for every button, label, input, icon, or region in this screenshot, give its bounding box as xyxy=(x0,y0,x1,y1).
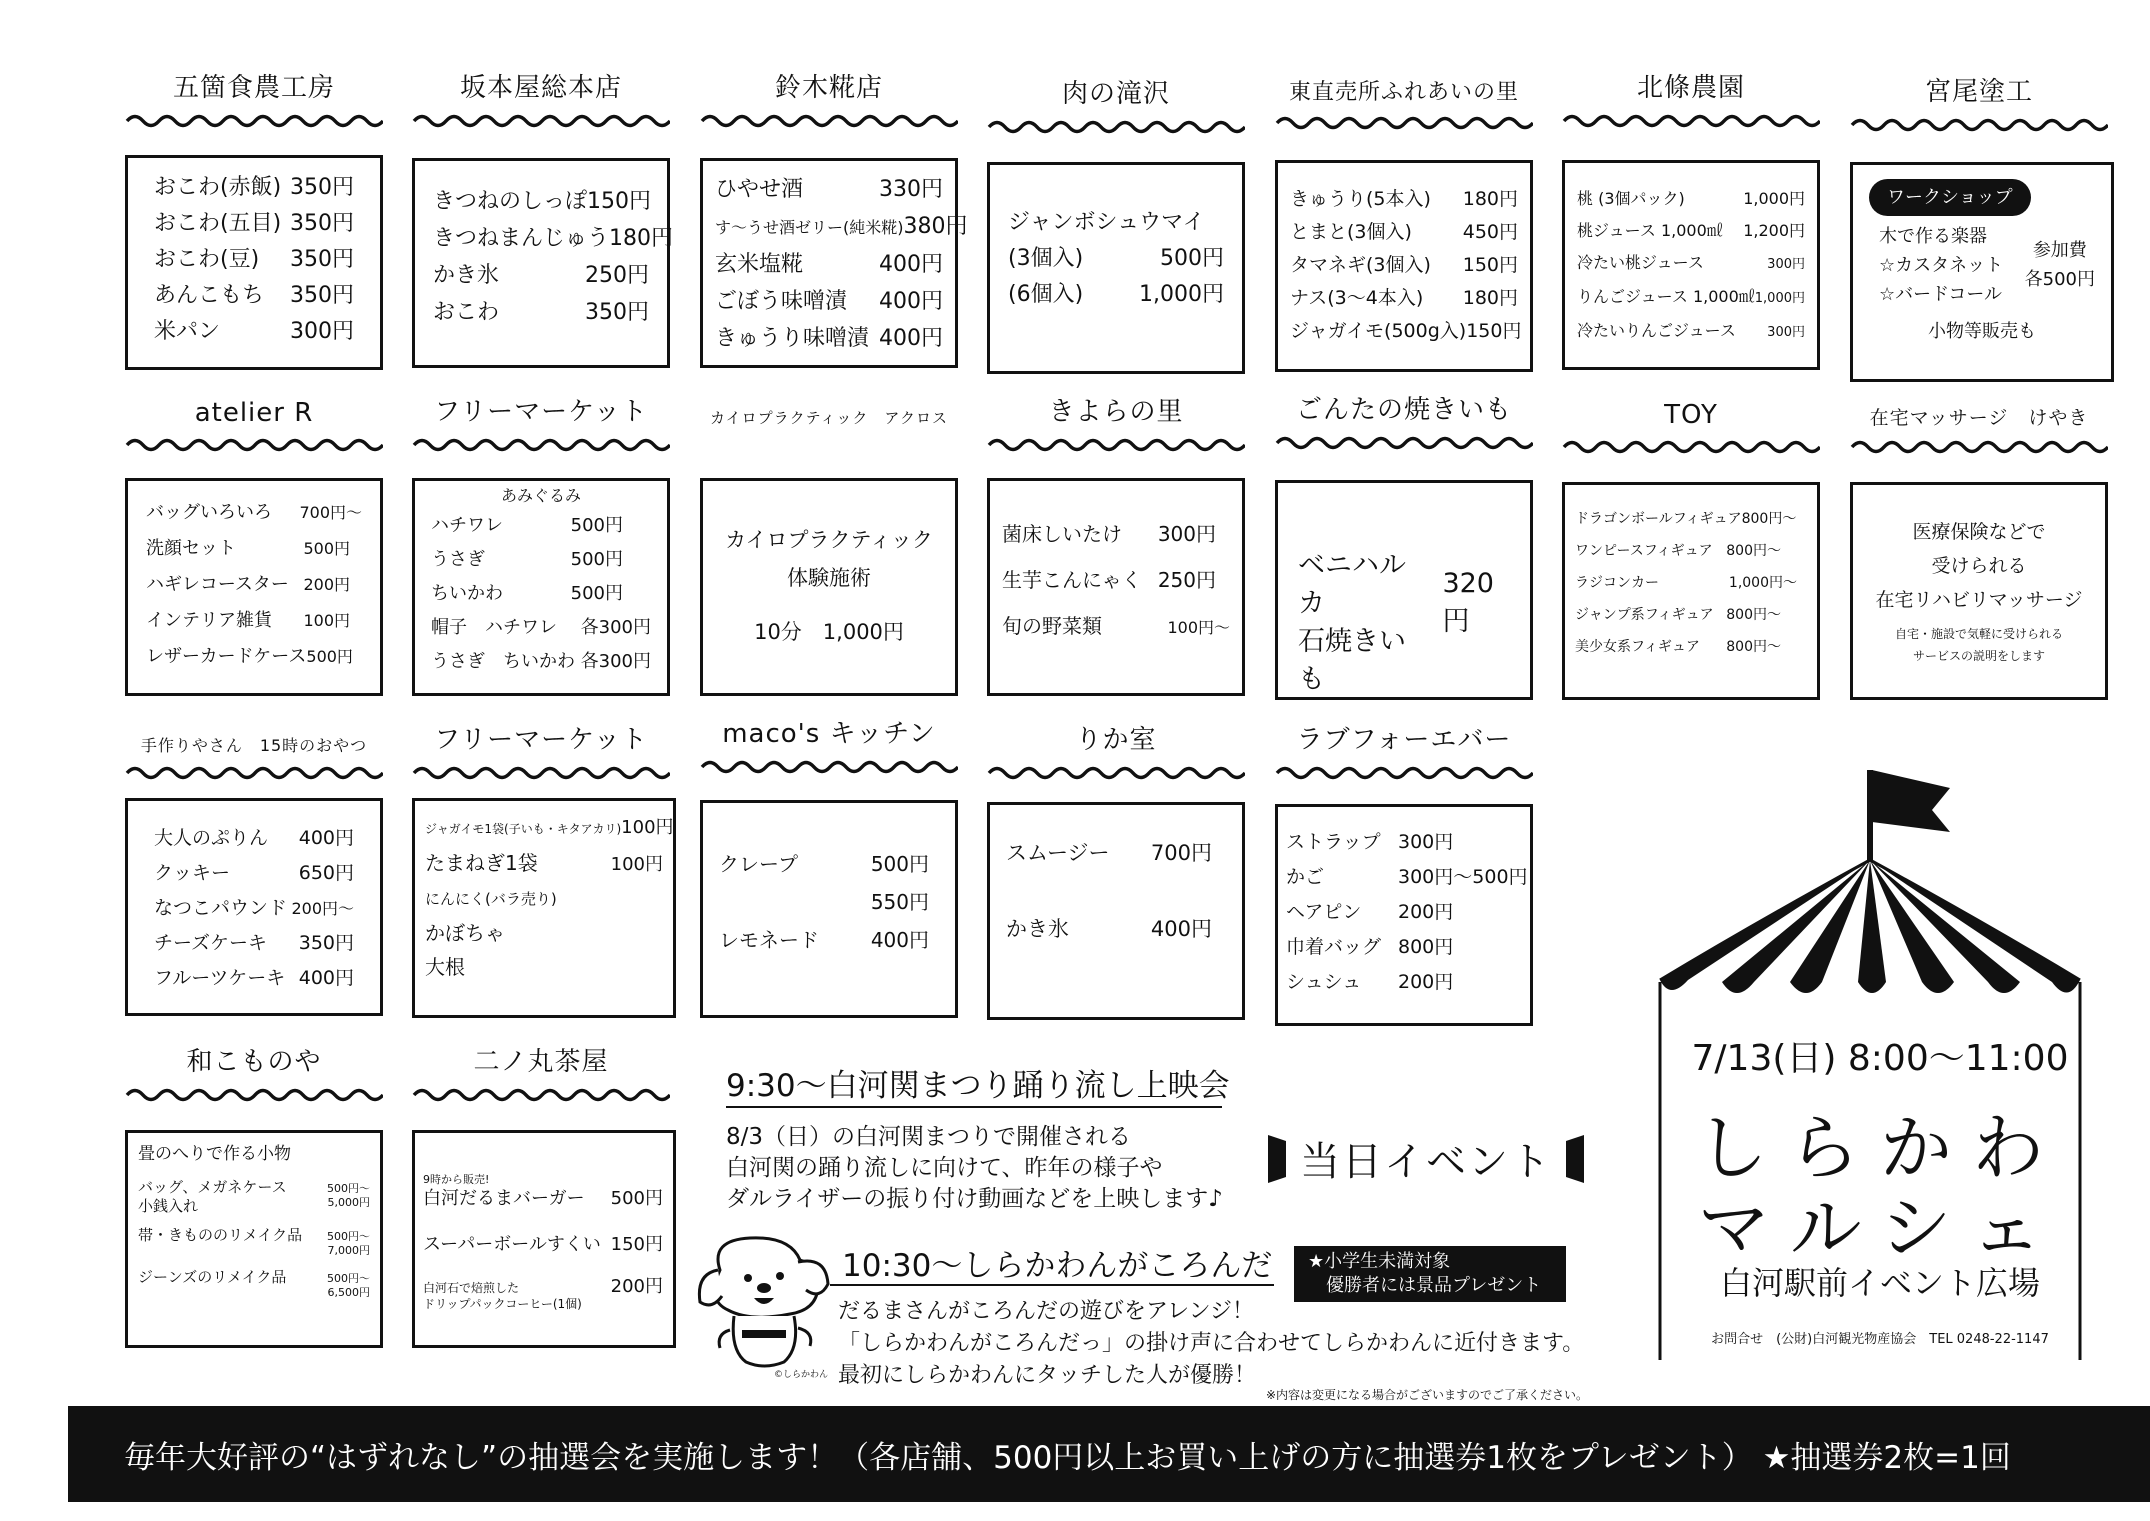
shop-name: TOY xyxy=(1664,400,1718,430)
price-row: ラジコンカー 1,000円～ xyxy=(1575,575,1797,591)
price-row: レモネード 400円 xyxy=(719,928,929,952)
price-row: にんにく(バラ売り) xyxy=(425,890,557,908)
price-row: おこわ(赤飯) 350円 xyxy=(154,175,354,200)
left-bracket-icon xyxy=(1268,1135,1286,1183)
price-row: スーパーボールすくい 150円 xyxy=(423,1234,663,1255)
service-line: 受けられる xyxy=(1931,555,2027,577)
price-box xyxy=(125,155,383,370)
shop-name: 坂本屋総本店 xyxy=(459,73,622,103)
shop-niku-takizawa xyxy=(987,66,1245,307)
shop-name: ごんたの焼きいも xyxy=(1295,395,1512,425)
contact: お問合せ (公財)白河観光物産協会 TEL 0248-22-1147 xyxy=(1711,1332,2049,1347)
price-row: おこわ 350円 xyxy=(433,300,649,325)
price-row: タマネギ(3個入) 150円 xyxy=(1290,254,1518,276)
wave-divider xyxy=(1275,112,1533,134)
lottery-banner: 毎年大好評の“はずれなし”の抽選会を実施します！（各店舗、500円以上お買い上げの方に抽選券1枚をプレゼント） ★抽選券2枚=1回 xyxy=(68,1406,2150,1502)
price-row: かぼちゃ xyxy=(425,921,505,945)
price-box xyxy=(125,1130,383,1348)
item-line: 石焼きいも xyxy=(1298,626,1406,695)
price-box xyxy=(1562,482,1820,700)
shop-name: 肉の滝沢 xyxy=(1061,79,1170,109)
price-row: インテリア雑貨 100円 xyxy=(146,610,350,631)
price-box xyxy=(1850,482,2108,700)
price-box xyxy=(1275,480,1533,700)
price-row: きゅうり(5本入) 180円 xyxy=(1290,188,1518,210)
price-row: (3個入) 500円 xyxy=(1008,246,1224,271)
price-row: バッグいろいろ 700円～ xyxy=(146,502,362,523)
wave-divider xyxy=(125,434,383,456)
price-box xyxy=(700,478,958,696)
price-row: ひやせ酒 330円 xyxy=(715,177,943,202)
price-row: チーズケーキ 350円 xyxy=(154,932,354,954)
price-row: 米パン 300円 xyxy=(154,319,354,344)
shop-chiro-across xyxy=(700,384,958,644)
shop-macos-kitchen xyxy=(700,706,958,952)
price-row: クレープ 500円 xyxy=(719,852,929,876)
fee-label: 参加費 xyxy=(2032,240,2087,261)
event-2-description: だるまさんがころんだの遊びをアレンジ！ 「しらかわんがころんだっ」の掛け声に合わせてしらかわんに近付きます。 最初にしらかわんにタッチした人が優勝！ xyxy=(838,1299,1585,1388)
wave-divider xyxy=(1275,432,1533,454)
event-label: 当日イベント xyxy=(1300,1139,1552,1185)
price-row: 玄米塩糀 400円 xyxy=(715,252,943,277)
price-box xyxy=(1850,162,2114,382)
price-box xyxy=(1562,160,1820,370)
shop-flea-market-2 xyxy=(412,712,674,979)
workshop-details xyxy=(1869,222,2095,309)
price-row: りんごジュース 1,000㎖ 1,000円 xyxy=(1577,287,1805,306)
shop-name: ラブフォーエバー xyxy=(1296,725,1512,755)
price-row: ごぼう味噌漬 400円 xyxy=(715,289,943,314)
price-row: ストラップ 300円 xyxy=(1286,831,1454,853)
price-box xyxy=(1275,804,1533,1026)
shop-flea-market-1 xyxy=(412,384,670,672)
wave-divider xyxy=(1850,436,2108,458)
price-row: きつねまんじゅう 180円 xyxy=(433,226,674,251)
shop-name: フリーマーケット xyxy=(434,725,648,755)
event-2-underline xyxy=(830,1284,1274,1286)
price-row: クッキー 650円 xyxy=(154,862,354,884)
price-row: 冷たいりんごジュース 300円 xyxy=(1577,321,1805,340)
wave-divider xyxy=(987,116,1245,138)
price-row: ハギレコースター 200円 xyxy=(146,574,350,595)
price-row: あんこもち 350円 xyxy=(154,283,354,308)
price-row: 白河石で焙煎した ドリップパックコーヒー(1個) 200円 xyxy=(423,1276,663,1311)
shop-wakomonoya xyxy=(125,1034,383,1299)
wave-divider xyxy=(987,762,1245,784)
price-row: (6個入) 1,000円 xyxy=(1008,282,1224,307)
item-price: 320円 xyxy=(1442,568,1494,637)
shop-name: 手作りやさん 15時のおやつ xyxy=(140,736,368,755)
wave-divider xyxy=(412,434,670,456)
shop-name: maco's キッチン xyxy=(722,719,936,749)
wave-divider xyxy=(700,756,958,778)
shop-name: カイロプラクティック アクロス xyxy=(710,409,948,427)
price-row: かき氷 400円 xyxy=(1006,917,1212,941)
price-box xyxy=(412,478,670,696)
event-1-underline xyxy=(726,1106,1222,1108)
service-line: カイロプラクティック xyxy=(725,528,933,552)
price-row: 白河だるまバーガー 500円 xyxy=(423,1188,663,1209)
wave-divider xyxy=(125,762,383,784)
shop-hojo-noen xyxy=(1562,60,1820,340)
price-row: 巾着バッグ 800円 xyxy=(1286,936,1454,958)
item-heading: あみぐるみ xyxy=(500,486,581,505)
price-row: ナス(3～4本入) 180円 xyxy=(1290,287,1518,309)
service-line: 医療保険などで xyxy=(1912,521,2046,543)
mascot-credit: ©しらかわん xyxy=(774,1370,829,1380)
event-2-title: 10:30～しらかわんがころんだ xyxy=(842,1248,1273,1284)
service-price: 10分 1,000円 xyxy=(754,620,904,644)
price-box xyxy=(1275,160,1533,372)
price-row: うさぎ 500円 xyxy=(431,549,623,570)
price-row: 美少女系フィギュア 800円～ xyxy=(1575,639,1781,655)
price-row: 帯・きもののリメイク品 500円～ 7,000円 xyxy=(138,1226,370,1257)
price-row: ジャガイモ1袋(子いも・キタアカリ) 100円 xyxy=(425,817,674,838)
shop-ninomaru-chaya xyxy=(412,1034,670,1311)
price-row: 帽子 ハチワレ 各300円 xyxy=(431,617,651,638)
price-row: ドラゴンボールフィギュア 800円～ xyxy=(1575,511,1797,527)
shop-gonta-yakiimo xyxy=(1275,382,1533,695)
wave-divider xyxy=(125,110,383,132)
item-line: ベニハルカ xyxy=(1298,550,1406,619)
workshop-line: 木で作る楽器 xyxy=(1879,226,1987,247)
event-label-banner xyxy=(1268,1130,1584,1187)
price-row: 洗顔セット 500円 xyxy=(146,538,350,559)
service-line: 在宅リハビリマッサージ xyxy=(1875,589,2083,611)
shop-name: 在宅マッサージ けやき xyxy=(1869,407,2089,429)
price-row: ちいかわ 500円 xyxy=(431,583,623,604)
price-row: 大根 xyxy=(425,955,465,979)
price-row: とまと(3個入) 450円 xyxy=(1290,221,1518,243)
price-box xyxy=(987,162,1245,374)
price-row: スムージー 700円 xyxy=(1006,841,1212,865)
price-row: うさぎ ちいかわ 各300円 xyxy=(431,651,651,672)
shop-keyaki-massage xyxy=(1850,386,2108,663)
shop-miyao-toko xyxy=(1850,64,2108,342)
price-row: 生芋こんにゃく 250円 xyxy=(1002,568,1216,592)
price-row: 旬の野菜類 100円～ xyxy=(1002,614,1230,638)
price-row: かご 300円～500円 xyxy=(1286,866,1528,888)
marche-title-line1: しらかわ xyxy=(1695,1106,2064,1190)
price-box xyxy=(412,158,674,368)
price-box xyxy=(125,798,383,1016)
price-box xyxy=(987,802,1245,1020)
price-row: ワンピースフィギュア 800円～ xyxy=(1575,543,1781,559)
price-row: レザーカードケース 500円 xyxy=(146,646,353,667)
price-row: ジーンズのリメイク品 500円～ 6,500円 xyxy=(138,1268,370,1299)
shop-rika-shitsu xyxy=(987,712,1245,941)
disclaimer: ※内容は変更になる場合がございますのでご了承ください。 xyxy=(1266,1388,1589,1402)
price-row: ジャガイモ(500g入) 150円 xyxy=(1290,320,1522,342)
price-row: かき氷 250円 xyxy=(433,263,649,288)
price-row: ハチワレ 500円 xyxy=(431,515,623,536)
event-2-badge: ★小学生未満対象 優勝者には景品プレゼント xyxy=(1294,1246,1566,1302)
shop-atelier-r xyxy=(125,384,383,667)
price-box xyxy=(700,158,968,368)
price-box xyxy=(125,478,383,696)
price-box xyxy=(700,800,958,1018)
shop-name: 東直売所ふれあいの里 xyxy=(1288,80,1519,105)
price-row: なつこパウンド 200円～ xyxy=(154,897,354,919)
shop-name: 鈴木糀店 xyxy=(774,73,883,103)
shop-kiyora-no-sato xyxy=(987,384,1245,638)
shop-tezukuri-15ji xyxy=(125,712,383,989)
wave-divider xyxy=(1562,110,1820,132)
shop-love-forever xyxy=(1275,712,1533,993)
wave-divider xyxy=(700,110,958,132)
price-row: す～うせ酒ゼリー(純米糀) 380円 xyxy=(715,214,968,239)
event-date: 7/13(日) 8:00～11:00 xyxy=(1691,1038,2069,1079)
price-row: 550円 xyxy=(870,890,929,914)
item-heading: 畳のへりで作る小物 xyxy=(138,1144,291,1164)
shop-name: 五箇食農工房 xyxy=(172,73,335,103)
shop-name: 北條農園 xyxy=(1636,73,1745,103)
wave-divider xyxy=(412,110,670,132)
wave-divider xyxy=(1850,114,2108,136)
price-row: フルーツケーキ 400円 xyxy=(154,967,354,989)
wave-divider xyxy=(1275,762,1533,784)
shirakawan-mascot-icon xyxy=(690,1230,840,1375)
price-box xyxy=(987,478,1245,696)
shop-name: atelier R xyxy=(194,398,314,428)
event-1-title: 9:30～白河関まつり踊り流し上映会 xyxy=(726,1068,1230,1104)
wave-divider xyxy=(412,762,670,784)
price-row: 大人のぷりん 400円 xyxy=(154,827,354,849)
service-note: 自宅・施設で気軽に受けられる xyxy=(1894,627,2063,641)
shop-name: りか室 xyxy=(1075,725,1157,755)
shop-note: 小物等販売も xyxy=(1928,321,2036,342)
price-row: おこわ(五目) 350円 xyxy=(154,211,354,236)
price-row: きつねのしっぽ 150円 xyxy=(433,189,652,214)
venue: 白河駅前イベント広場 xyxy=(1719,1264,2040,1302)
workshop-badge: ワークショップ xyxy=(1869,179,2031,216)
price-box xyxy=(412,798,676,1018)
shop-suzukikouji xyxy=(700,60,968,351)
item-heading: ジャンボシュウマイ xyxy=(1008,210,1205,235)
price-row: 菌床しいたけ 300円 xyxy=(1002,522,1216,546)
right-bracket-icon xyxy=(1566,1135,1584,1183)
item-heading: 9時から販売! xyxy=(423,1173,490,1186)
price-row: 冷たい桃ジュース 300円 xyxy=(1577,253,1805,272)
price-row: バッグ、メガネケース 小銭入れ 500円～ 5,000円 xyxy=(138,1178,370,1215)
event-1-description: 8/3（日）の白河関まつりで開催される 白河関の踊り流しに向けて、昨年の様子や ダルライザーの振り付け動画などを上映します♪ xyxy=(726,1124,1223,1212)
price-row: ジャンプ系フィギュア 800円～ xyxy=(1575,607,1781,623)
shop-higashi-chokubaijo xyxy=(1275,62,1533,342)
price-row: たまねぎ1袋 100円 xyxy=(425,851,663,875)
price-row: きゅうり味噌漬 400円 xyxy=(715,326,943,351)
shop-name: フリーマーケット xyxy=(434,397,648,427)
wave-divider xyxy=(1562,436,1820,458)
workshop-line: ☆バードコール xyxy=(1879,284,2003,305)
price-row: 桃ジュース 1,000㎖ 1,200円 xyxy=(1577,221,1805,240)
service-note: サービスの説明をします xyxy=(1912,649,2045,663)
price-row: ヘアピン 200円 xyxy=(1286,901,1454,923)
shop-name: 二ノ丸茶屋 xyxy=(473,1047,609,1077)
fee-value: 各500円 xyxy=(2024,269,2095,290)
wave-divider xyxy=(412,1084,670,1106)
marche-title-line2: マルシェ xyxy=(1697,1186,2063,1270)
shop-toy xyxy=(1562,386,1820,655)
shop-name: 和こものや xyxy=(186,1047,322,1077)
workshop-line: ☆カスタネット xyxy=(1879,255,2004,276)
service-line: 体験施術 xyxy=(787,566,871,590)
shop-name: きよらの里 xyxy=(1048,397,1184,427)
price-row: おこわ(豆) 350円 xyxy=(154,247,354,272)
shop-name: 宮尾塗工 xyxy=(1924,77,2033,107)
price-row: シュシュ 200円 xyxy=(1286,971,1454,993)
shop-sakamotoya xyxy=(412,60,674,325)
wave-divider xyxy=(987,434,1245,456)
shop-gokashokuno xyxy=(125,60,383,344)
price-row: 桃 (3個パック) 1,000円 xyxy=(1577,189,1805,208)
wave-divider xyxy=(125,1084,383,1106)
price-box xyxy=(412,1130,676,1348)
